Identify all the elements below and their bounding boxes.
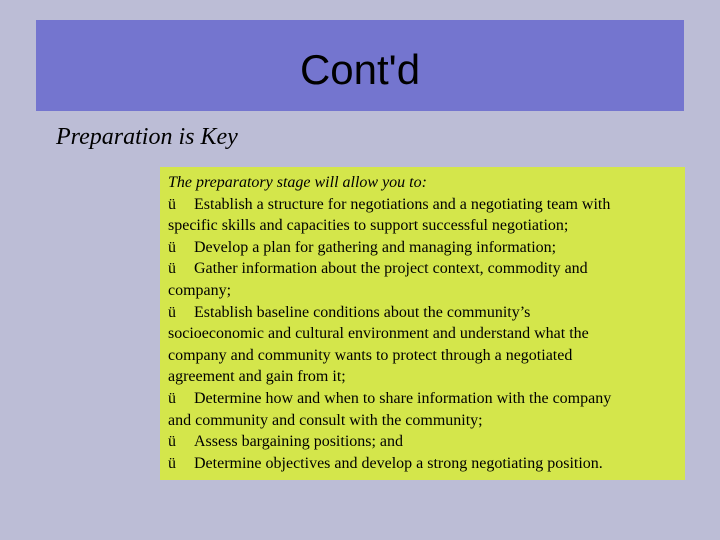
checklist-line-text: and community and consult with the community; xyxy=(168,411,483,429)
checkmark-icon: ü xyxy=(168,260,176,278)
checklist-line xyxy=(168,410,685,432)
checklist-line xyxy=(168,302,685,324)
checklist-line-text: Establish a structure for negotiations and a negotiating team with xyxy=(194,195,611,213)
checkmark-icon: ü xyxy=(168,303,176,321)
checklist-line xyxy=(168,431,685,453)
title-bar xyxy=(36,20,684,111)
checkmark-icon: ü xyxy=(168,454,176,472)
checklist-line-text: socioeconomic and cultural environment and understand what the xyxy=(168,325,589,343)
checklist-line-text: company; xyxy=(168,281,232,299)
slide-subtitle: Preparation is Key xyxy=(56,124,238,150)
checklist-line xyxy=(168,215,685,237)
checklist-line-text: specific skills and capacities to support successful negotiation; xyxy=(168,217,569,235)
checklist-line xyxy=(168,237,685,259)
checklist-line xyxy=(168,366,685,388)
checkmark-icon: ü xyxy=(168,195,176,213)
checklist-line-text: Develop a plan for gathering and managing information; xyxy=(194,238,557,256)
checklist-line-text: Assess bargaining positions; and xyxy=(194,433,404,451)
checklist-line xyxy=(168,258,685,280)
checklist xyxy=(168,194,685,475)
checklist-line-text: agreement and gain from it; xyxy=(168,368,346,386)
checklist-line xyxy=(168,453,685,475)
checklist-line-text: Determine how and when to share information with the company xyxy=(194,389,612,407)
intro-text: The preparatory stage will allow you to: xyxy=(168,174,427,191)
checklist-line xyxy=(168,194,685,216)
checklist-line-text: company and community wants to protect through a negotiated xyxy=(168,346,573,364)
checkmark-icon: ü xyxy=(168,389,176,407)
checklist-line-text: Establish baseline conditions about the community’s xyxy=(194,303,531,321)
checklist-line xyxy=(168,280,685,302)
checklist-line xyxy=(168,388,685,410)
checkmark-icon: ü xyxy=(168,433,176,451)
checklist-line-text: Determine objectives and develop a strong negotiating position. xyxy=(194,454,603,472)
slide-title: Cont'd xyxy=(299,45,421,93)
content-box xyxy=(160,167,685,480)
checkmark-icon: ü xyxy=(168,238,176,256)
checklist-line xyxy=(168,323,685,345)
checklist-line xyxy=(168,345,685,367)
checklist-line-text: Gather information about the project context, commodity and xyxy=(194,260,588,278)
